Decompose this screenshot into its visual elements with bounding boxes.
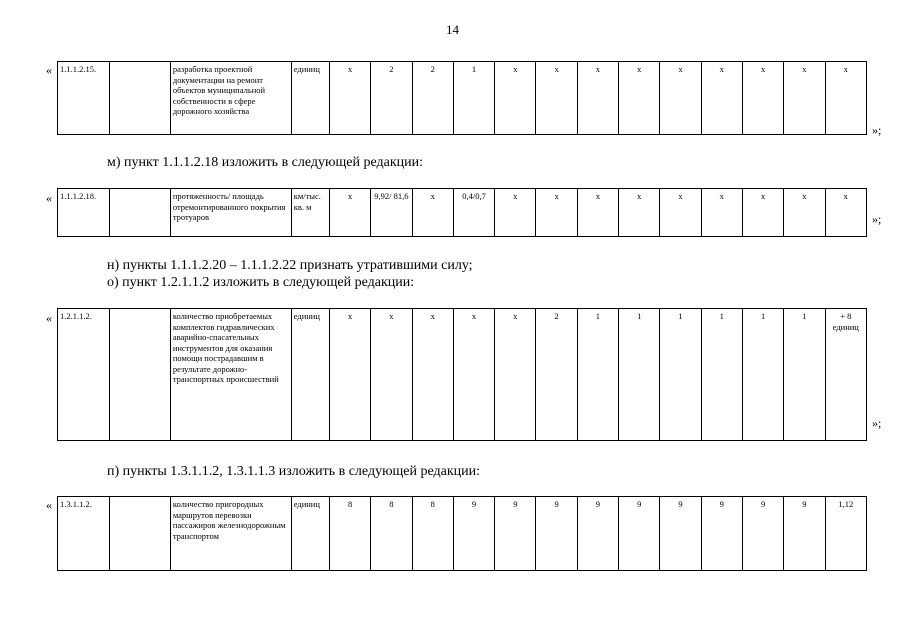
value-cell: 1,12: [825, 497, 866, 571]
empty-cell: [110, 309, 170, 441]
open-quote: «: [46, 63, 52, 77]
value-cell: х: [825, 62, 866, 135]
value-cell: х: [784, 62, 825, 135]
value-cell: х: [495, 189, 536, 237]
value-cell: х: [701, 62, 742, 135]
empty-cell: [110, 62, 170, 135]
instruction-p: п) пункты 1.3.1.1.2, 1.3.1.1.3 изложить в следующей редакции:: [107, 464, 481, 479]
value-cell: 1: [453, 62, 494, 135]
value-cell: х: [495, 62, 536, 135]
value-cell: + 8 единиц: [825, 309, 866, 441]
unit-cell: единиц: [291, 62, 329, 135]
value-cell: 1: [784, 309, 825, 441]
value-cell: 9: [577, 497, 618, 571]
value-cell: 2: [371, 62, 412, 135]
value-cell: х: [577, 189, 618, 237]
close-quote: »;: [872, 212, 882, 226]
table-row: [58, 309, 867, 441]
indicator-name-cell: протяженность/ площадь отремонтированного покрытия тротуаров: [170, 189, 291, 237]
value-cell: х: [536, 189, 577, 237]
value-cell: 9: [536, 497, 577, 571]
empty-cell: [110, 497, 170, 571]
close-quote: »;: [872, 123, 882, 137]
value-cell: х: [371, 309, 412, 441]
value-cell: х: [660, 189, 701, 237]
value-cell: х: [742, 189, 783, 237]
value-cell: х: [701, 189, 742, 237]
open-quote: «: [46, 498, 52, 512]
item-number-cell: 1.1.1.2.15.: [58, 62, 110, 135]
table-row: [58, 62, 867, 135]
value-cell: 9: [784, 497, 825, 571]
instruction-o: о) пункт 1.2.1.1.2 изложить в следующей редакции:: [107, 275, 415, 290]
value-cell: х: [536, 62, 577, 135]
value-cell: 8: [329, 497, 370, 571]
open-quote: «: [46, 311, 52, 325]
indicator-table: [57, 61, 867, 135]
value-cell: 9: [742, 497, 783, 571]
value-cell: 9: [453, 497, 494, 571]
value-cell: х: [619, 62, 660, 135]
unit-cell: км/тыс. кв. м: [291, 189, 329, 237]
value-cell: х: [577, 62, 618, 135]
value-cell: х: [412, 189, 453, 237]
item-number-cell: 1.3.1.1.2.: [58, 497, 110, 571]
value-cell: 1: [660, 309, 701, 441]
value-cell: х: [329, 62, 370, 135]
unit-cell: единиц: [291, 497, 329, 571]
value-cell: 8: [412, 497, 453, 571]
value-cell: 0,4/0,7: [453, 189, 494, 237]
value-cell: 9: [619, 497, 660, 571]
indicator-table: [57, 496, 867, 571]
indicator-table: [57, 308, 867, 441]
indicator-name-cell: количество пригородных маршрутов перевозки пассажиров железнодорожным транспортом: [170, 497, 291, 571]
value-cell: х: [412, 309, 453, 441]
value-cell: х: [742, 62, 783, 135]
item-number-cell: 1.1.1.2.18.: [58, 189, 110, 237]
value-cell: х: [453, 309, 494, 441]
indicator-name-cell: разработка проектной документации на ремонт объектов муниципальной собственности в сфере дорожного хозяйства: [170, 62, 291, 135]
instruction-n: н) пункты 1.1.1.2.20 – 1.1.1.2.22 признать утратившими силу;: [107, 258, 473, 273]
value-cell: 1: [619, 309, 660, 441]
value-cell: 2: [536, 309, 577, 441]
value-cell: 1: [701, 309, 742, 441]
value-cell: 1: [577, 309, 618, 441]
table-row: [58, 497, 867, 571]
value-cell: 9: [660, 497, 701, 571]
close-quote: »;: [872, 416, 882, 430]
table-row: [58, 189, 867, 237]
empty-cell: [110, 189, 170, 237]
instruction-m: м) пункт 1.1.1.2.18 изложить в следующей редакции:: [107, 155, 424, 170]
value-cell: х: [619, 189, 660, 237]
open-quote: «: [46, 191, 52, 205]
indicator-name-cell: количество приобретаемых комплектов гидравлических аварийно-спасательных инструментов для оказания помощи пострадавшим в результате дорожно-транспортных происшествий: [170, 309, 291, 441]
value-cell: 8: [371, 497, 412, 571]
value-cell: 9,92/ 81,6: [371, 189, 412, 237]
value-cell: х: [660, 62, 701, 135]
value-cell: х: [784, 189, 825, 237]
value-cell: 9: [701, 497, 742, 571]
value-cell: х: [825, 189, 866, 237]
value-cell: 1: [742, 309, 783, 441]
value-cell: 9: [495, 497, 536, 571]
page-number: 14: [446, 22, 459, 37]
unit-cell: единиц: [291, 309, 329, 441]
value-cell: х: [329, 189, 370, 237]
value-cell: х: [329, 309, 370, 441]
indicator-table: [57, 188, 867, 237]
item-number-cell: 1.2.1.1.2.: [58, 309, 110, 441]
value-cell: х: [495, 309, 536, 441]
value-cell: 2: [412, 62, 453, 135]
